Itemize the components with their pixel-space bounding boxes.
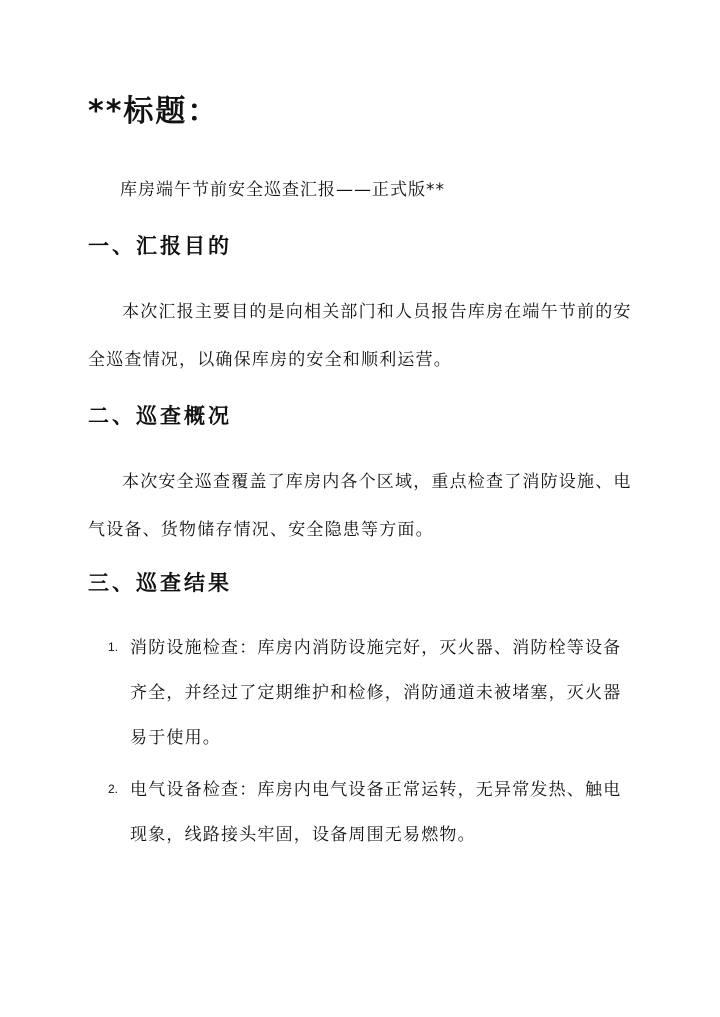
document-title: **标题： [88, 94, 220, 129]
section-heading-purpose: 一、汇报目的 [88, 234, 232, 258]
list-item-text: 电气设备检查：库房内电气设备正常运转，无异常发热、触电现象，线路接头牢固，设备周围无易燃物。 [130, 780, 622, 845]
section-paragraph-purpose: 本次汇报主要目的是向相关部门和人员报告库房在端午节前的安全巡查情况，以确保库房的安全和顺利运营。 [88, 302, 632, 370]
document-subtitle: 库房端午节前安全巡查汇报——正式版** [120, 180, 445, 200]
section-heading-overview: 二、巡查概况 [88, 404, 232, 428]
section-paragraph-overview: 本次安全巡查覆盖了库房内各个区域，重点检查了消防设施、电气设备、货物储存情况、安全隐患等方面。 [88, 472, 632, 540]
list-item-number: 1. [108, 640, 119, 654]
list-item-number: 2. [108, 782, 119, 796]
list-item-text: 消防设施检查：库房内消防设施完好，灭火器、消防栓等设备齐全，并经过了定期维护和检修，消防通道未被堵塞，灭火器易于使用。 [130, 638, 622, 748]
section-heading-results: 三、巡查结果 [88, 571, 232, 595]
